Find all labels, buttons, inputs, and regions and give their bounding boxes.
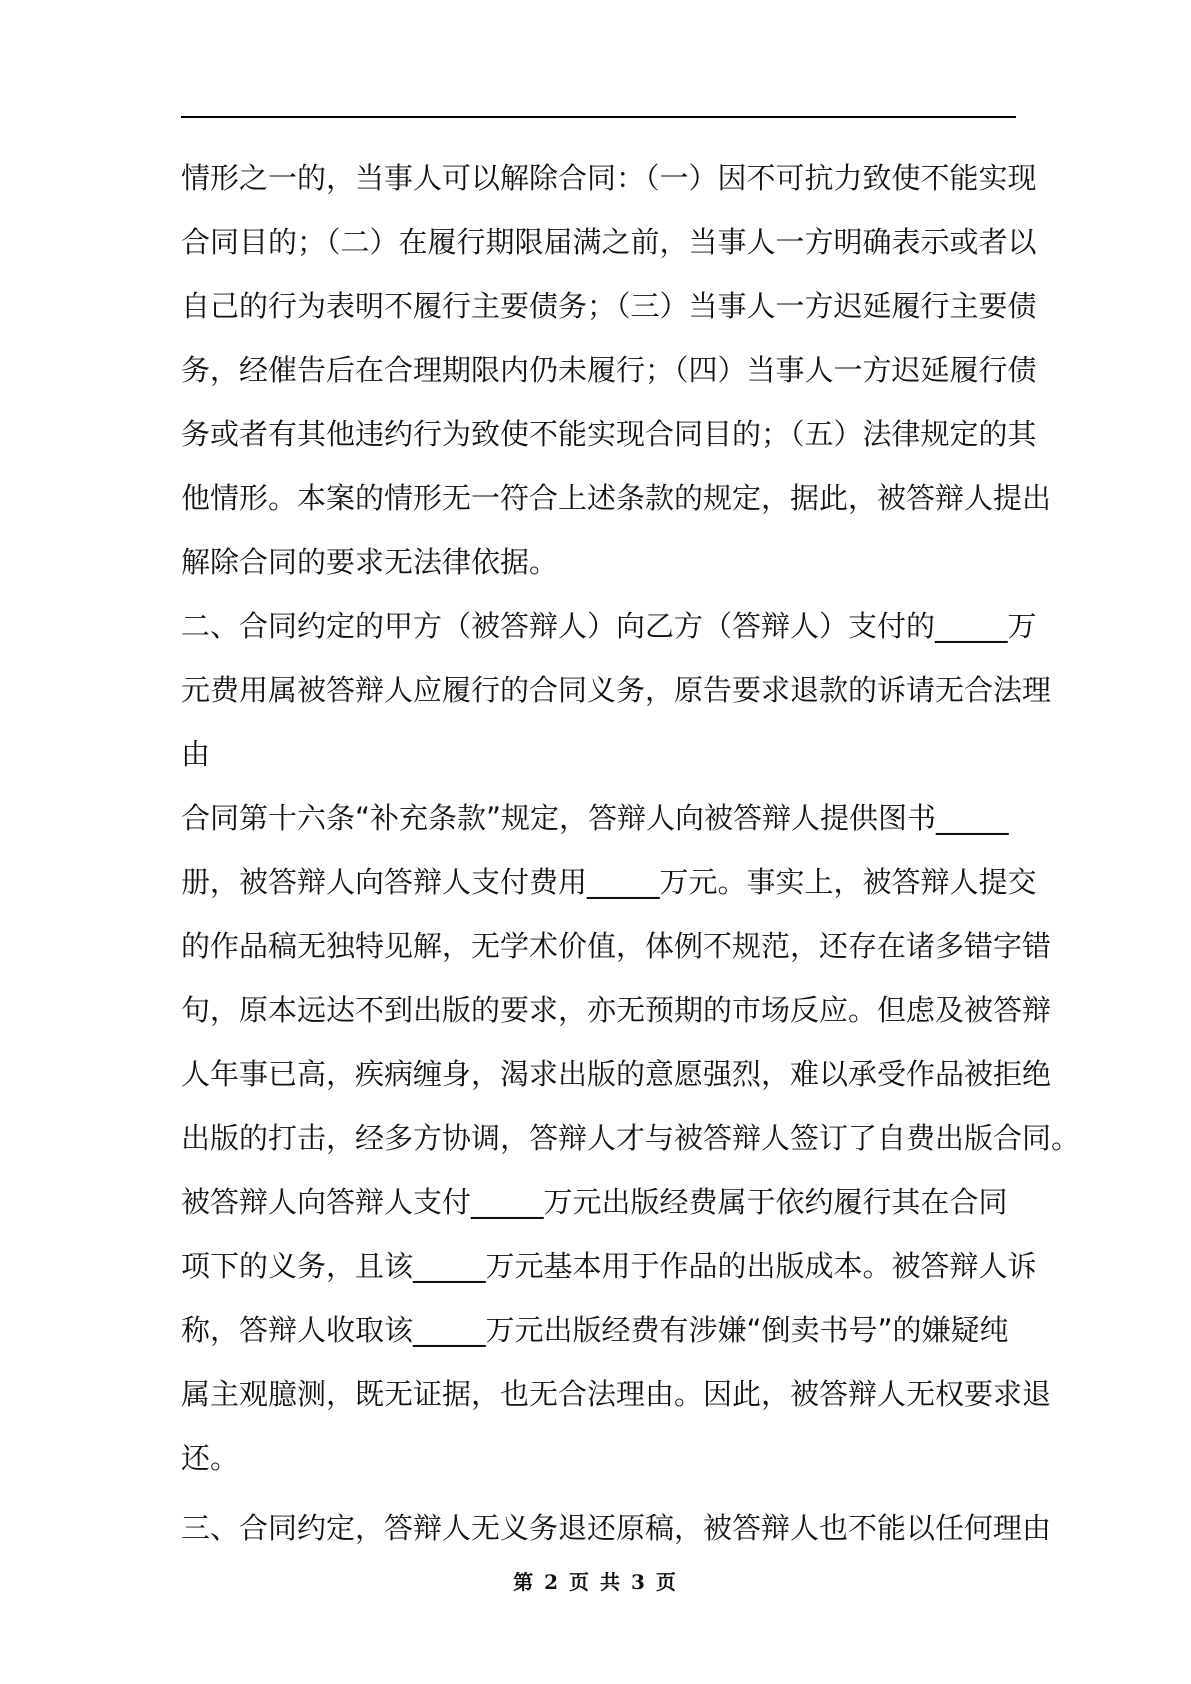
text-line: 属主观臆测，既无证据，也无合法理由。因此，被答辩人无权要求退 xyxy=(181,1377,1052,1411)
text-line: 合同目的；（二）在履行期限届满之前，当事人一方明确表示或者以 xyxy=(181,225,1037,259)
text-line: 被答辩人向答辩人支付_____万元出版经费属于依约履行其在合同 xyxy=(181,1185,1008,1219)
text-line: 务，经催告后在合理期限内仍未履行；（四）当事人一方迟延履行债 xyxy=(181,353,1037,387)
text-line: 人年事已高，疾病缠身，渴求出版的意愿强烈，难以承受作品被拒绝 xyxy=(181,1057,1052,1091)
header-rule xyxy=(181,116,1016,118)
text-line: 解除合同的要求无法律依据。 xyxy=(181,545,559,579)
text-line: 项下的义务，且该_____万元基本用于作品的出版成本。被答辩人诉 xyxy=(181,1249,1037,1283)
document-body xyxy=(181,146,1081,1560)
section-heading-line: 二、合同约定的甲方（被答辩人）向乙方（答辩人）支付的_____万 xyxy=(181,609,1037,643)
section-heading-line: 元费用属被答辩人应履行的合同义务，原告要求退款的诉请无合法理 xyxy=(181,673,1052,707)
text-line: 的作品稿无独特见解，无学术价值，体例不规范，还存在诸多错字错 xyxy=(181,929,1052,963)
text-line: 句，原本远达不到出版的要求，亦无预期的市场反应。但虑及被答辩 xyxy=(181,993,1052,1027)
text-line: 自己的行为表明不履行主要债务；（三）当事人一方迟延履行主要债 xyxy=(181,289,1037,323)
text-line: 称，答辩人收取该_____万元出版经费有涉嫌“倒卖书号”的嫌疑纯 xyxy=(181,1313,1009,1347)
text-line: 情形之一的，当事人可以解除合同：（一）因不可抗力致使不能实现 xyxy=(181,161,1037,195)
text-line: 出版的打击，经多方协调，答辩人才与被答辩人签订了自费出版合同。 xyxy=(181,1121,1081,1155)
section-heading-line: 由 xyxy=(181,737,211,771)
page-number-footer xyxy=(0,1566,1191,1595)
text-line: 他情形。本案的情形无一符合上述条款的规定，据此，被答辩人提出 xyxy=(181,481,1052,515)
text-line: 册，被答辩人向答辩人支付费用_____万元。事实上，被答辩人提交 xyxy=(181,865,1037,899)
page-number-label: 第 2 页 共 3 页 xyxy=(513,1570,678,1594)
text-line: 务或者有其他违约行为致使不能实现合同目的；（五）法律规定的其 xyxy=(181,417,1037,451)
text-line: 合同第十六条“补充条款”规定，答辩人向被答辩人提供图书_____ xyxy=(181,801,1009,835)
text-line: 还。 xyxy=(181,1441,240,1475)
section-heading-line: 三、合同约定，答辩人无义务退还原稿，被答辩人也不能以任何理由 xyxy=(181,1511,1052,1545)
